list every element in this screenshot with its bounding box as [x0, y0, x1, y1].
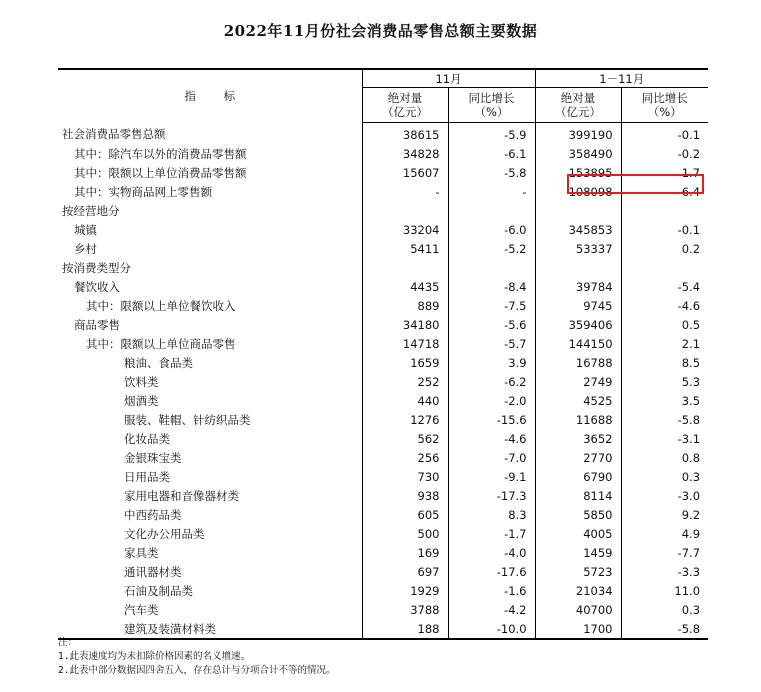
cell-nov-growth: -10.0 — [448, 619, 535, 639]
row-label: 建筑及装潢材料类 — [124, 621, 216, 636]
cell-cum-growth: 0.3 — [621, 467, 708, 486]
cell-cum-abs: 2749 — [535, 372, 621, 391]
cell-nov-abs: 15607 — [362, 163, 448, 182]
table-row — [58, 448, 708, 467]
cell-cum-growth: 2.1 — [621, 334, 708, 353]
table-row — [58, 391, 708, 410]
cell-cum-growth: 0.5 — [621, 315, 708, 334]
cell-nov-growth: -1.7 — [448, 524, 535, 543]
cell-cum-abs: 5723 — [535, 562, 621, 581]
cell-nov-growth: -7.0 — [448, 448, 535, 467]
cell-nov-abs: 1929 — [362, 581, 448, 600]
footnote-heading: 注： — [58, 637, 78, 648]
table-row — [58, 524, 708, 543]
table-row — [58, 600, 708, 619]
row-label: 中西药品类 — [124, 507, 182, 522]
row-label-cell — [58, 334, 362, 353]
row-label-cell — [58, 258, 362, 277]
cell-nov-growth: -6.0 — [448, 220, 535, 239]
table-row — [58, 258, 708, 277]
cell-nov-abs: 697 — [362, 562, 448, 581]
header-group-cumulative: 1－11月 — [535, 69, 708, 88]
row-label: 化妆品类 — [124, 431, 170, 446]
table-row — [58, 505, 708, 524]
row-label: 社会消费品零售总额 — [62, 127, 166, 142]
row-label-cell — [58, 524, 362, 543]
cell-nov-abs: 889 — [362, 296, 448, 315]
table-row — [58, 182, 708, 201]
row-label: 乡村 — [74, 241, 97, 256]
row-label: 金银珠宝类 — [124, 450, 182, 465]
cell-cum-abs: 5850 — [535, 505, 621, 524]
row-label-cell — [58, 467, 362, 486]
cell-cum-growth: 6.4 — [621, 182, 708, 201]
row-label: 餐饮收入 — [74, 279, 120, 294]
row-label: 文化办公用品类 — [124, 526, 205, 541]
cell-nov-growth: -4.6 — [448, 429, 535, 448]
row-label: 其中：实物商品网上零售额 — [74, 184, 212, 199]
row-label-cell — [58, 220, 362, 239]
cell-cum-growth: 5.3 — [621, 372, 708, 391]
cell-cum-abs: 11688 — [535, 410, 621, 429]
cell-nov-growth — [448, 258, 535, 277]
cell-nov-abs: 252 — [362, 372, 448, 391]
table-row — [58, 334, 708, 353]
row-label: 汽车类 — [124, 602, 159, 617]
table-row — [58, 543, 708, 562]
cell-nov-growth: -15.6 — [448, 410, 535, 429]
cell-nov-abs: 38615 — [362, 123, 448, 145]
row-label: 城镇 — [74, 222, 97, 237]
cell-cum-growth: 8.5 — [621, 353, 708, 372]
table-row — [58, 486, 708, 505]
table-row — [58, 372, 708, 391]
table-row — [58, 581, 708, 600]
cell-nov-growth: - — [448, 182, 535, 201]
cell-nov-abs — [362, 201, 448, 220]
table-row — [58, 562, 708, 581]
cell-nov-abs: 730 — [362, 467, 448, 486]
table-row — [58, 220, 708, 239]
cell-cum-abs: 144150 — [535, 334, 621, 353]
cell-nov-abs: 938 — [362, 486, 448, 505]
row-label-cell — [58, 315, 362, 334]
cell-cum-growth: -7.7 — [621, 543, 708, 562]
cell-cum-growth: -0.1 — [621, 220, 708, 239]
cell-cum-growth — [621, 258, 708, 277]
cell-cum-abs — [535, 201, 621, 220]
cell-cum-growth: -5.8 — [621, 410, 708, 429]
cell-cum-growth: -0.1 — [621, 123, 708, 145]
table-row — [58, 315, 708, 334]
row-label-cell — [58, 372, 362, 391]
cell-nov-abs: 500 — [362, 524, 448, 543]
cell-cum-growth: 1.7 — [621, 163, 708, 182]
table-row — [58, 353, 708, 372]
header-nov-growth: 同比增长 （%） — [448, 88, 535, 123]
row-label: 饮料类 — [124, 374, 159, 389]
cell-nov-abs: 256 — [362, 448, 448, 467]
cell-nov-growth: -1.6 — [448, 581, 535, 600]
cell-nov-abs: 1276 — [362, 410, 448, 429]
row-label-cell — [58, 353, 362, 372]
cell-nov-abs: 34828 — [362, 144, 448, 163]
cell-cum-abs: 21034 — [535, 581, 621, 600]
cell-cum-growth: 0.8 — [621, 448, 708, 467]
cell-nov-abs: 3788 — [362, 600, 448, 619]
header-indicator: 指 标 — [58, 69, 362, 123]
cell-cum-abs: 1700 — [535, 619, 621, 639]
cell-nov-abs: - — [362, 182, 448, 201]
cell-cum-growth: 9.2 — [621, 505, 708, 524]
table-row — [58, 239, 708, 258]
cell-cum-growth — [621, 201, 708, 220]
footnotes — [58, 636, 335, 678]
cell-nov-abs: 33204 — [362, 220, 448, 239]
cell-cum-abs: 39784 — [535, 277, 621, 296]
cell-nov-abs: 14718 — [362, 334, 448, 353]
cell-cum-abs: 9745 — [535, 296, 621, 315]
cell-nov-growth: -9.1 — [448, 467, 535, 486]
cell-nov-growth: -4.2 — [448, 600, 535, 619]
row-label-cell — [58, 163, 362, 182]
row-label-cell — [58, 562, 362, 581]
header-group-november: 11月 — [362, 69, 535, 88]
cell-cum-abs: 6790 — [535, 467, 621, 486]
row-label-cell — [58, 448, 362, 467]
cell-cum-growth: -3.3 — [621, 562, 708, 581]
cell-cum-abs: 153895 — [535, 163, 621, 182]
cell-cum-abs: 2770 — [535, 448, 621, 467]
row-label: 按经营地分 — [62, 203, 120, 218]
row-label: 其中：除汽车以外的消费品零售额 — [74, 146, 247, 161]
cell-nov-growth: -8.4 — [448, 277, 535, 296]
cell-cum-abs: 108098 — [535, 182, 621, 201]
cell-cum-growth: -5.8 — [621, 619, 708, 639]
table-row — [58, 201, 708, 220]
row-label-cell — [58, 239, 362, 258]
cell-nov-growth: -2.0 — [448, 391, 535, 410]
cell-nov-growth: -17.6 — [448, 562, 535, 581]
row-label: 其中：限额以上单位消费品零售额 — [74, 165, 247, 180]
cell-nov-abs: 34180 — [362, 315, 448, 334]
cell-cum-growth: 0.2 — [621, 239, 708, 258]
row-label: 粮油、食品类 — [124, 355, 193, 370]
row-label-cell — [58, 182, 362, 201]
cell-cum-abs: 53337 — [535, 239, 621, 258]
row-label-cell — [58, 581, 362, 600]
cell-cum-abs: 399190 — [535, 123, 621, 145]
cell-cum-growth: -0.2 — [621, 144, 708, 163]
table-row — [58, 144, 708, 163]
row-label-cell — [58, 486, 362, 505]
cell-nov-abs: 169 — [362, 543, 448, 562]
row-label: 家用电器和音像器材类 — [124, 488, 239, 503]
cell-nov-growth: 8.3 — [448, 505, 535, 524]
header-nov-abs: 绝对量 （亿元） — [362, 88, 448, 123]
cell-cum-abs: 359406 — [535, 315, 621, 334]
cell-nov-abs: 605 — [362, 505, 448, 524]
row-label: 按消费类型分 — [62, 260, 131, 275]
footnote-1: 1.此表速度均为未扣除价格因素的名义增速。 — [58, 651, 250, 662]
cell-nov-abs — [362, 258, 448, 277]
row-label: 服装、鞋帽、针纺织品类 — [124, 412, 251, 427]
cell-cum-abs: 1459 — [535, 543, 621, 562]
cell-cum-growth: 0.3 — [621, 600, 708, 619]
cell-nov-growth: -5.6 — [448, 315, 535, 334]
cell-cum-abs: 345853 — [535, 220, 621, 239]
row-label-cell — [58, 543, 362, 562]
row-label: 日用品类 — [124, 469, 170, 484]
cell-cum-growth: -3.0 — [621, 486, 708, 505]
row-label: 家具类 — [124, 545, 159, 560]
cell-cum-abs: 358490 — [535, 144, 621, 163]
row-label: 商品零售 — [74, 317, 120, 332]
cell-cum-abs: 4005 — [535, 524, 621, 543]
table-row — [58, 429, 708, 448]
row-label: 烟酒类 — [124, 393, 159, 408]
cell-nov-abs: 5411 — [362, 239, 448, 258]
cell-cum-abs: 3652 — [535, 429, 621, 448]
table-body — [58, 123, 708, 640]
cell-cum-growth: -3.1 — [621, 429, 708, 448]
cell-cum-growth: -4.6 — [621, 296, 708, 315]
row-label-cell — [58, 410, 362, 429]
cell-nov-abs: 188 — [362, 619, 448, 639]
row-label-cell — [58, 296, 362, 315]
cell-cum-abs: 40700 — [535, 600, 621, 619]
page-title: 2022年11月份社会消费品零售总额主要数据 — [223, 22, 538, 40]
cell-cum-abs: 8114 — [535, 486, 621, 505]
cell-cum-growth: 4.9 — [621, 524, 708, 543]
row-label-cell — [58, 429, 362, 448]
header-cum-growth: 同比增长 （%） — [621, 88, 708, 123]
cell-nov-growth: -7.5 — [448, 296, 535, 315]
cell-nov-growth: -4.0 — [448, 543, 535, 562]
cell-nov-abs: 440 — [362, 391, 448, 410]
row-label-cell — [58, 277, 362, 296]
cell-nov-abs: 1659 — [362, 353, 448, 372]
cell-cum-growth: -5.4 — [621, 277, 708, 296]
cell-nov-growth — [448, 201, 535, 220]
table-row — [58, 163, 708, 182]
cell-nov-growth: -5.8 — [448, 163, 535, 182]
retail-sales-table — [58, 68, 708, 640]
cell-cum-growth: 11.0 — [621, 581, 708, 600]
row-label: 其中：限额以上单位商品零售 — [86, 336, 236, 351]
table-row — [58, 296, 708, 315]
cell-cum-abs: 16788 — [535, 353, 621, 372]
table-row — [58, 410, 708, 429]
cell-nov-growth: -5.2 — [448, 239, 535, 258]
row-label-cell — [58, 144, 362, 163]
table-row — [58, 123, 708, 145]
cell-cum-abs: 4525 — [535, 391, 621, 410]
cell-cum-growth: 3.5 — [621, 391, 708, 410]
header-cum-abs: 绝对量 （亿元） — [535, 88, 621, 123]
row-label-cell — [58, 391, 362, 410]
cell-nov-growth: -6.2 — [448, 372, 535, 391]
cell-nov-growth: 3.9 — [448, 353, 535, 372]
header-row-groups — [58, 69, 708, 88]
cell-nov-growth: -5.9 — [448, 123, 535, 145]
cell-nov-abs: 4435 — [362, 277, 448, 296]
cell-cum-abs — [535, 258, 621, 277]
cell-nov-abs: 562 — [362, 429, 448, 448]
cell-nov-growth: -17.3 — [448, 486, 535, 505]
row-label-cell — [58, 201, 362, 220]
row-label-cell — [58, 505, 362, 524]
cell-nov-growth: -5.7 — [448, 334, 535, 353]
row-label-cell — [58, 600, 362, 619]
table-row — [58, 467, 708, 486]
row-label-cell — [58, 123, 362, 145]
row-label: 通讯器材类 — [124, 564, 182, 579]
row-label: 石油及制品类 — [124, 583, 193, 598]
footnote-2: 2.此表中部分数据因四舍五入，存在总计与分项合计不等的情况。 — [58, 665, 336, 676]
cell-nov-growth: -6.1 — [448, 144, 535, 163]
table-row — [58, 277, 708, 296]
row-label: 其中：限额以上单位餐饮收入 — [86, 298, 236, 313]
